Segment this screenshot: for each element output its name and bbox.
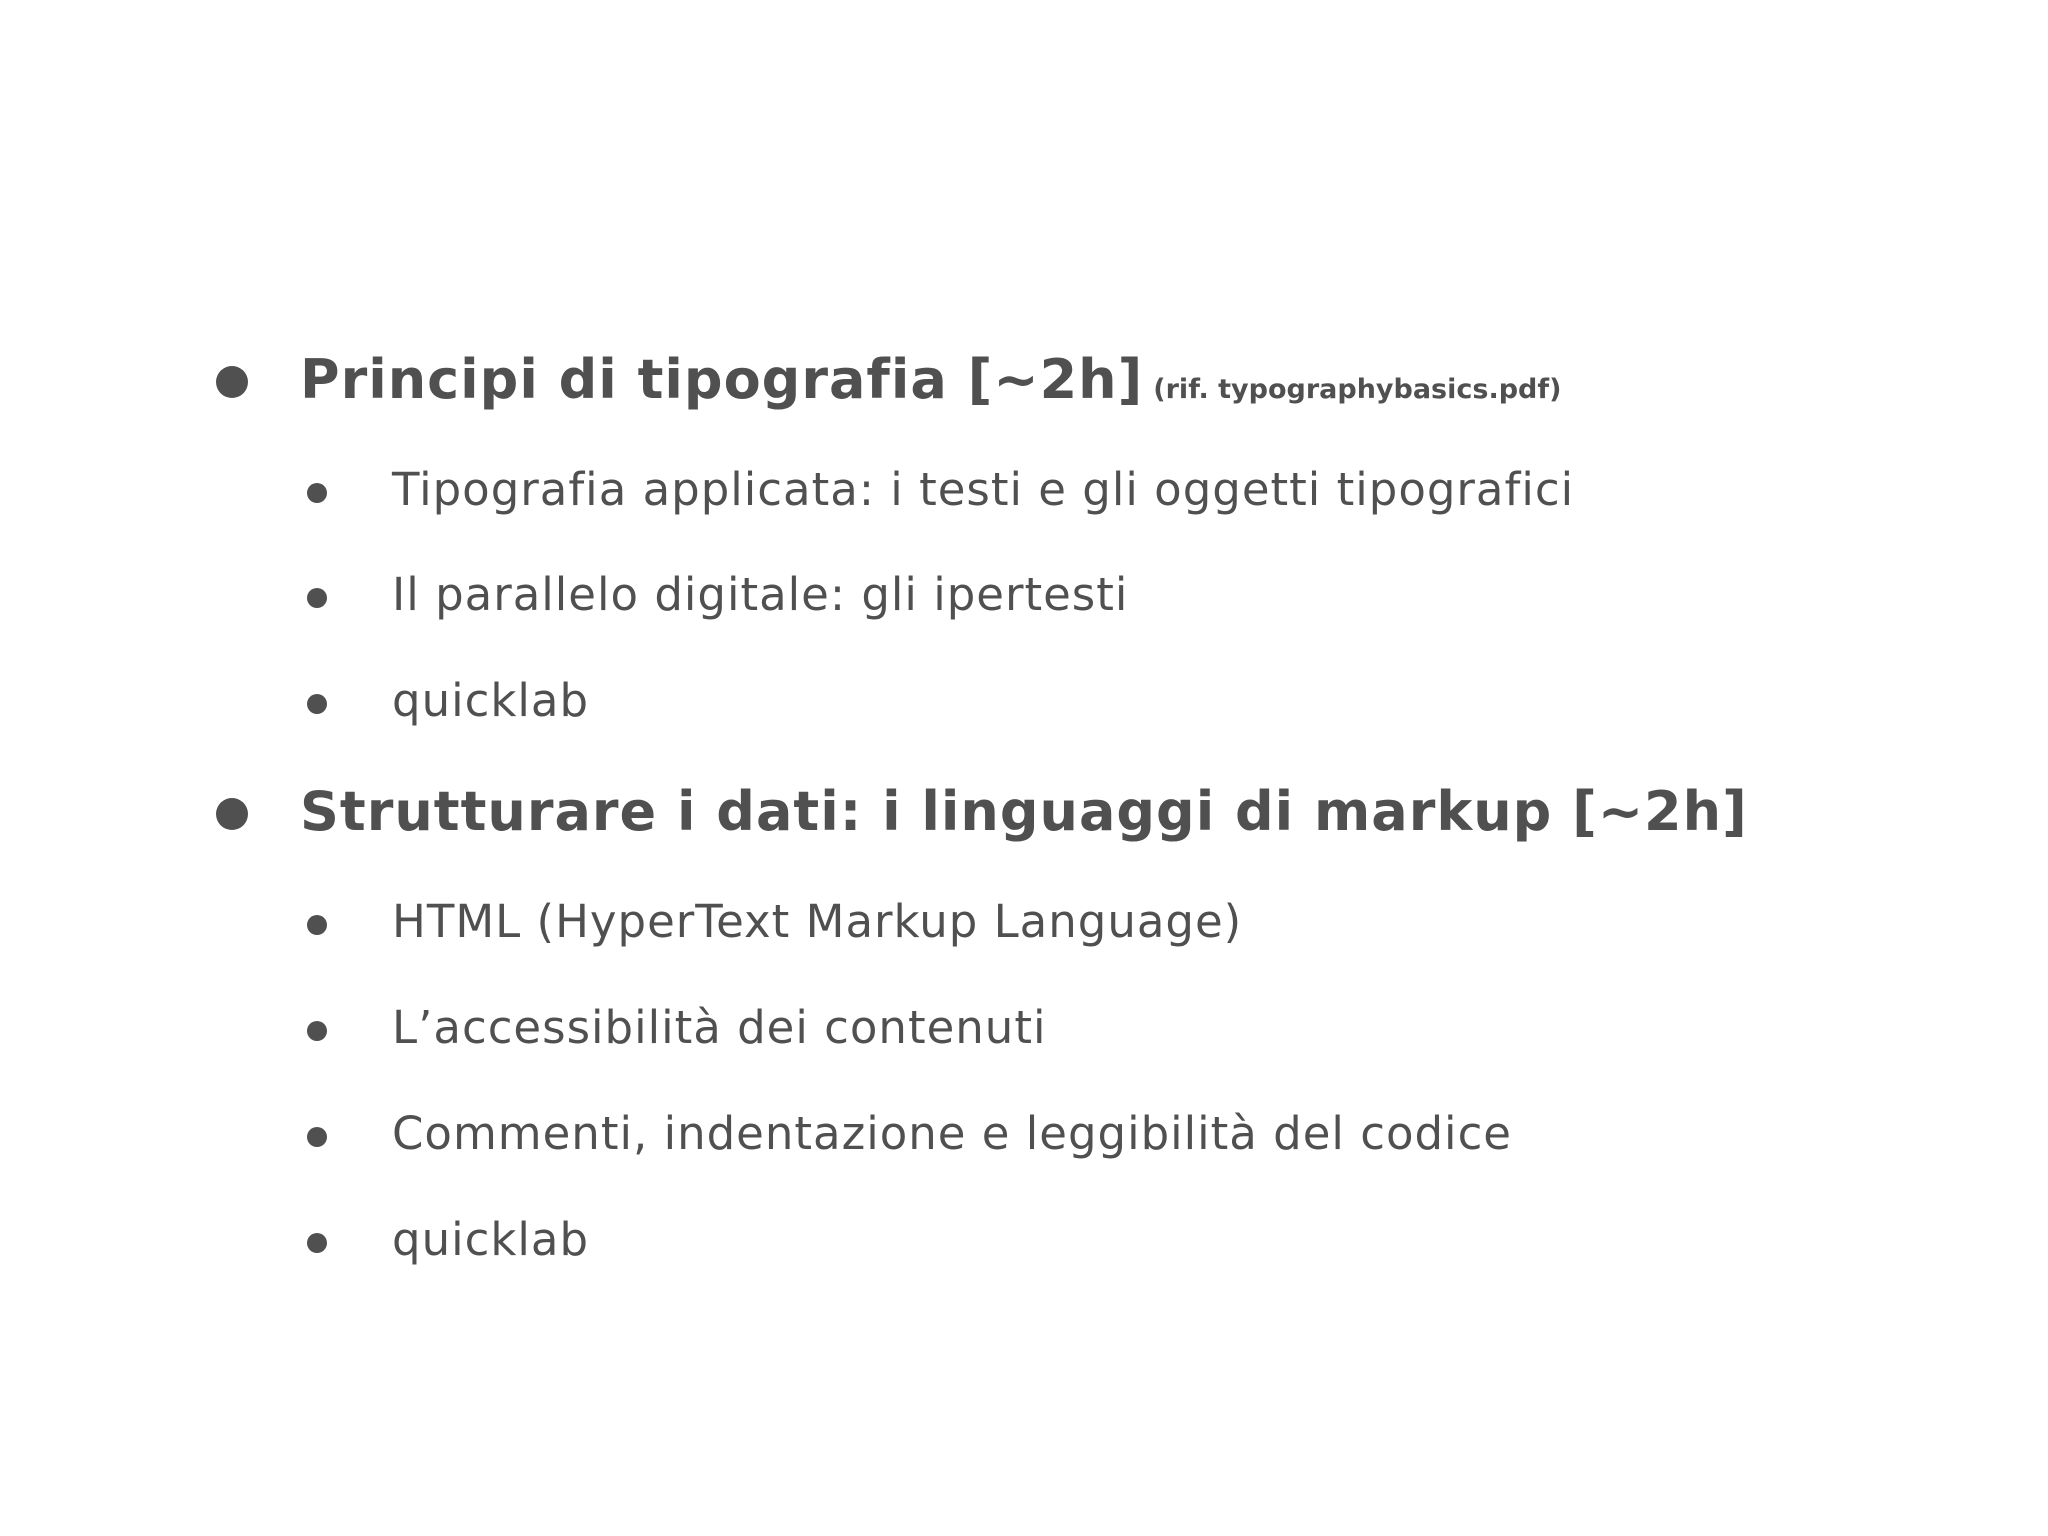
list-item: quicklab	[392, 1213, 590, 1266]
list-item: L’accessibilità dei contenuti	[392, 1001, 1047, 1054]
list-item: Tipografia applicata: i testi e gli oggetti tipografici	[392, 463, 1575, 516]
bullet-icon	[307, 1233, 327, 1253]
list-item: HTML (HyperText Markup Language)	[392, 895, 1243, 948]
bullet-icon	[307, 1127, 327, 1147]
bullet-icon	[307, 1021, 327, 1041]
section-note: (rif. typographybasics.pdf)	[1153, 374, 1562, 405]
section-title	[300, 348, 1561, 422]
bullet-icon	[307, 588, 327, 608]
bullet-icon	[307, 915, 327, 935]
bullet-icon	[216, 366, 248, 398]
bullet-icon	[216, 798, 248, 830]
section-title-text: Principi di tipografia [~2h]	[300, 348, 1144, 411]
bullet-icon	[307, 694, 327, 714]
list-item: quicklab	[392, 674, 590, 727]
section-title	[300, 780, 1748, 844]
bullet-icon	[307, 483, 327, 503]
list-item: Commenti, indentazione e leggibilità del codice	[392, 1107, 1512, 1160]
section-title-text: Strutturare i dati: i linguaggi di markup [~2h]	[300, 780, 1748, 843]
list-item: Il parallelo digitale: gli ipertesti	[392, 568, 1129, 621]
